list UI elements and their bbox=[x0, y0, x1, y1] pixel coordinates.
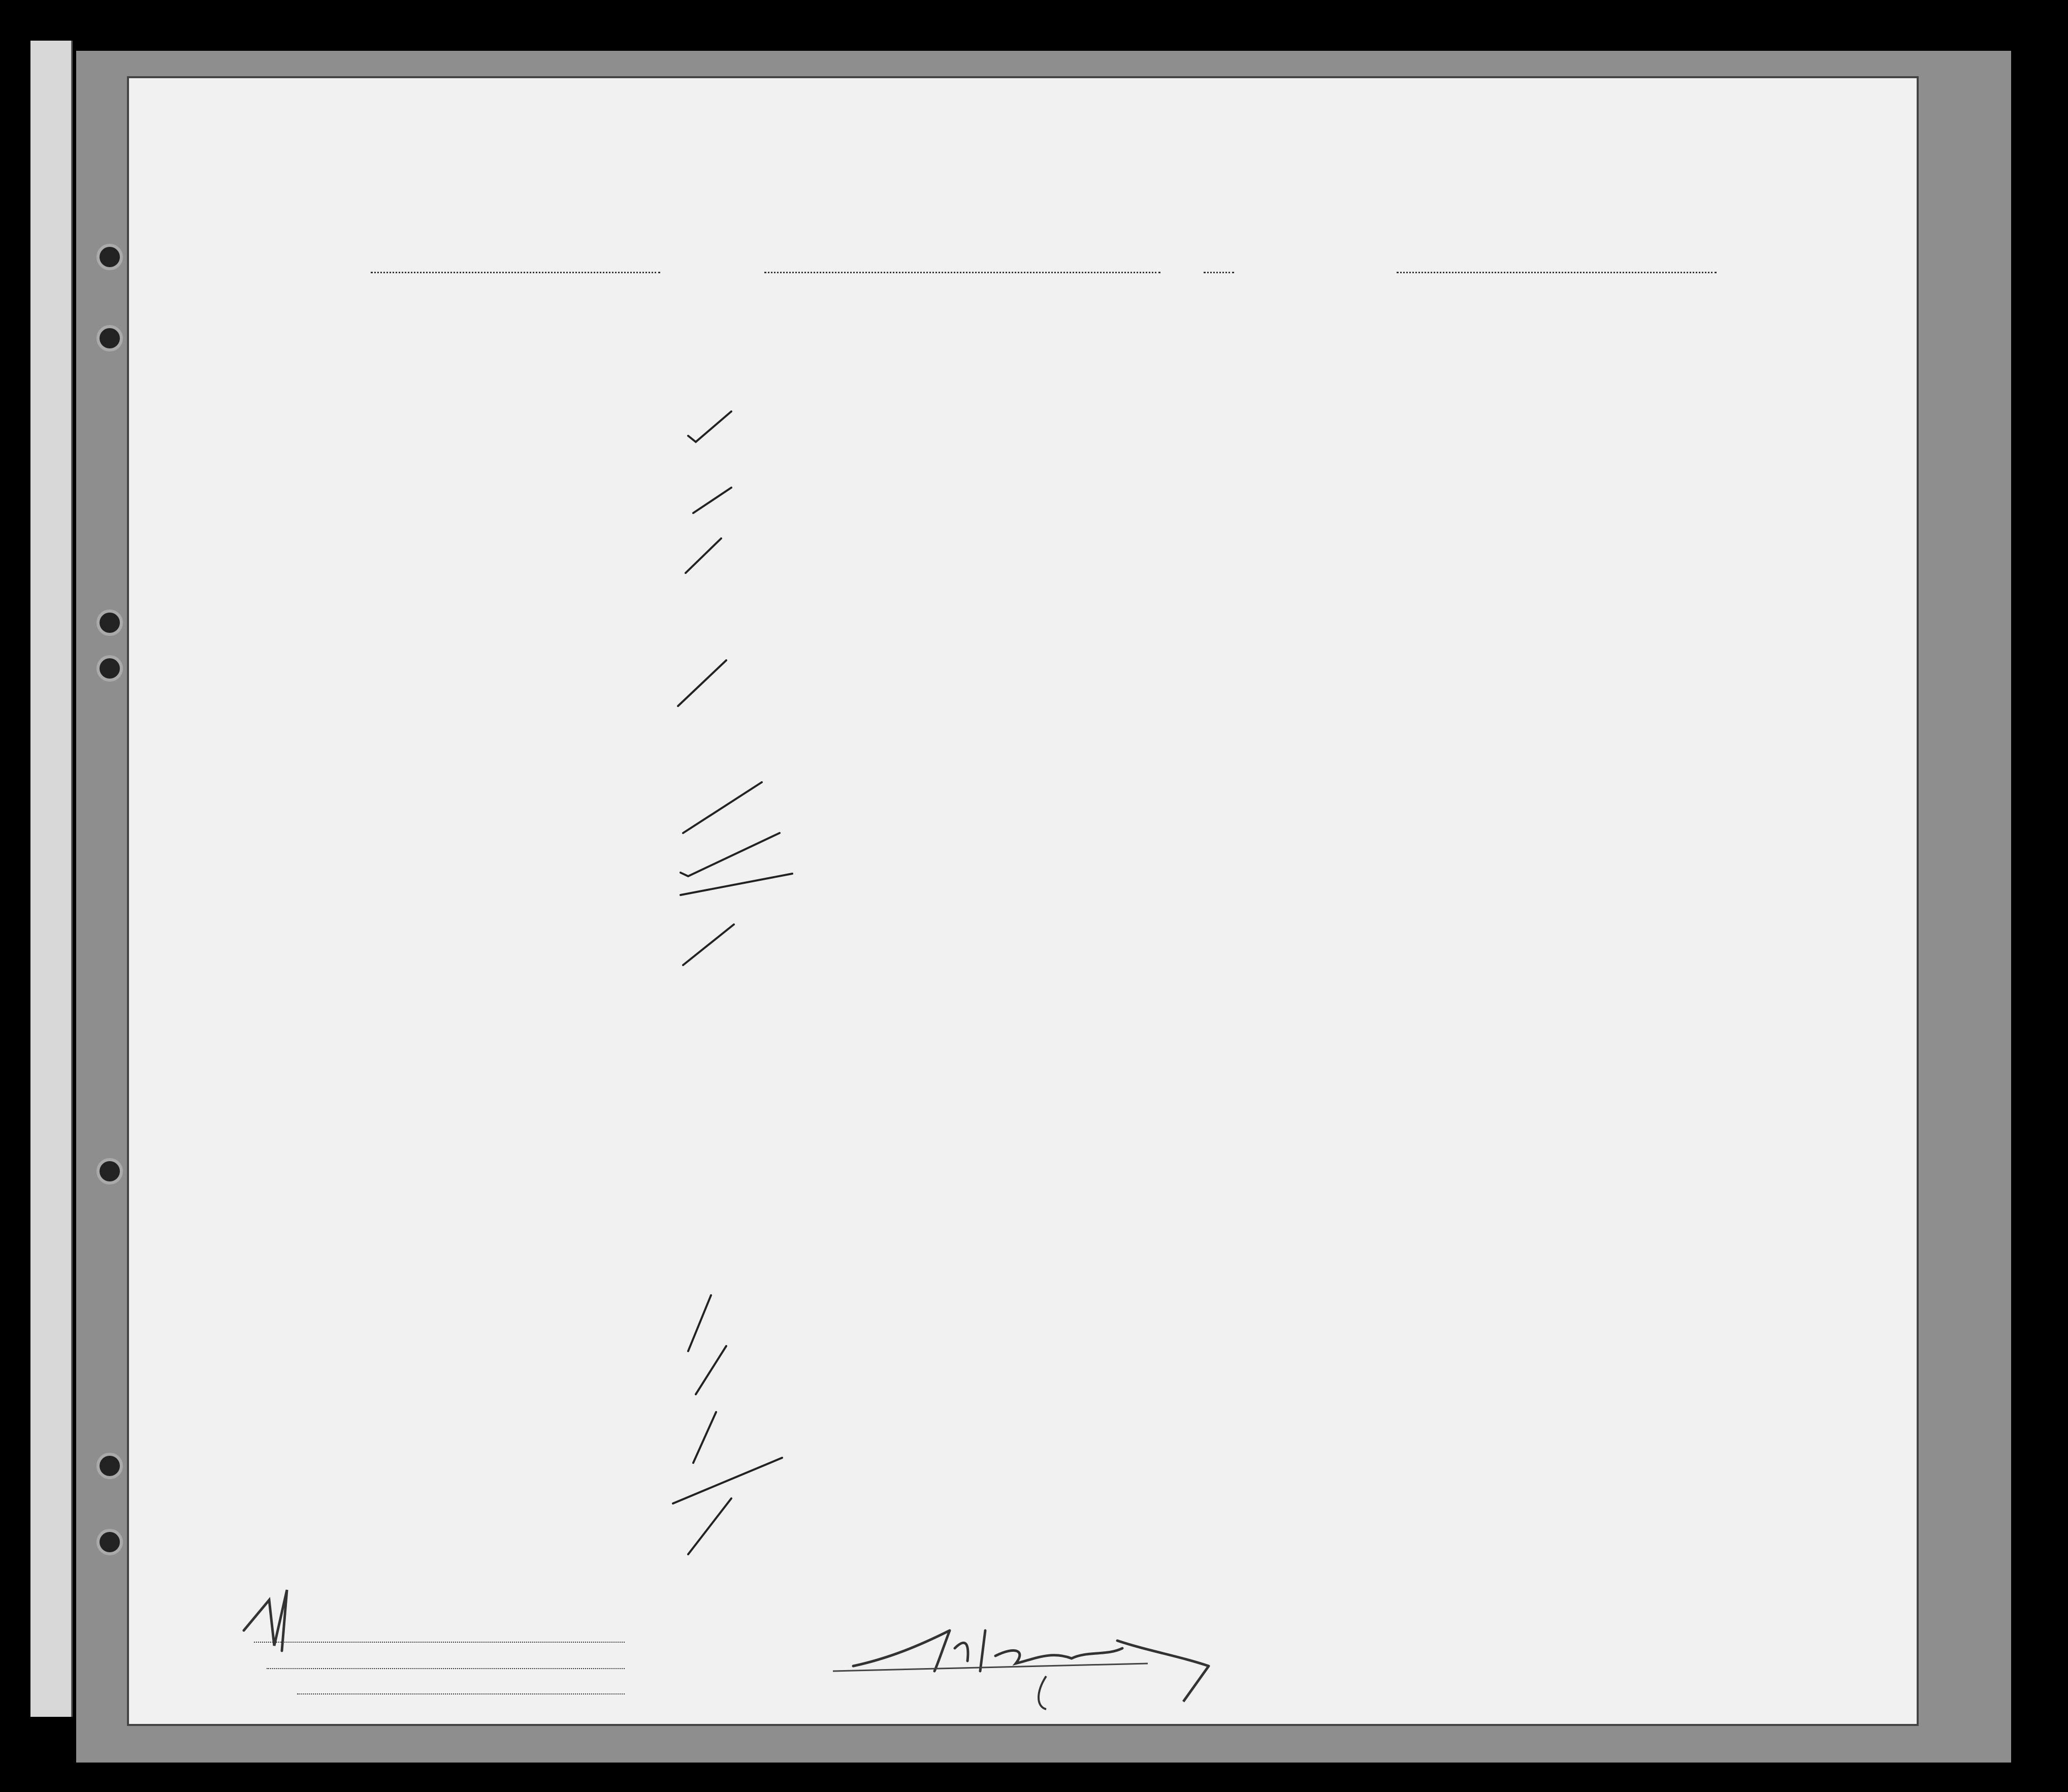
checkmark bbox=[693, 1412, 716, 1463]
checkmark bbox=[688, 1498, 731, 1554]
checkmark bbox=[688, 1295, 711, 1351]
handwritten-initial bbox=[234, 1570, 305, 1656]
checkmark bbox=[681, 874, 792, 895]
checkmark bbox=[678, 660, 726, 706]
line-dotted-line bbox=[254, 1642, 625, 1643]
checkmark bbox=[673, 1458, 782, 1503]
checkmark bbox=[696, 1346, 726, 1394]
checkmark bbox=[681, 833, 780, 876]
owners-dotted-line bbox=[267, 1668, 625, 1669]
checkmark bbox=[683, 782, 762, 833]
local-agents-dotted-line bbox=[297, 1693, 625, 1694]
inspector-signature bbox=[833, 1610, 1229, 1712]
checkmark bbox=[683, 924, 734, 965]
checkmark bbox=[688, 411, 731, 442]
checkmark bbox=[693, 488, 731, 513]
checkmark bbox=[686, 538, 721, 573]
